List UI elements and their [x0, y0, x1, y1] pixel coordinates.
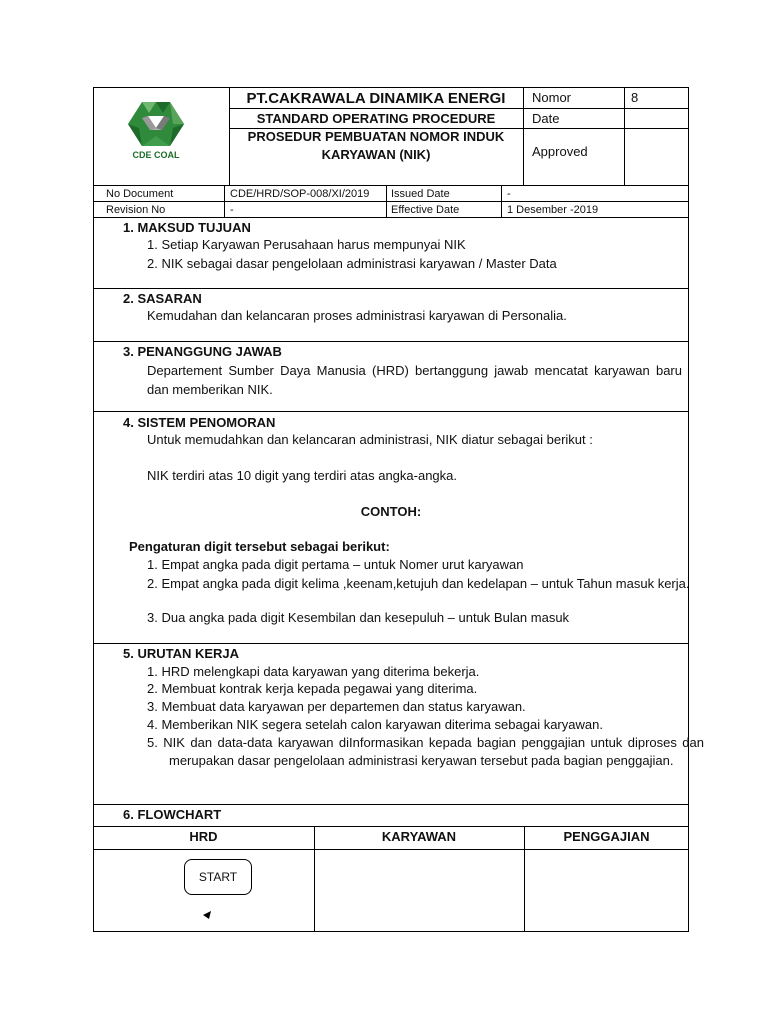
section-5-item: 1. HRD melengkapi data karyawan yang diterima bekerja.: [147, 664, 480, 679]
flowchart-header-line: [93, 849, 689, 850]
document-type: STANDARD OPERATING PROCEDURE: [256, 111, 496, 126]
section-1-item: 2. NIK sebagai dasar pengelolaan administrasi karyawan / Master Data: [147, 256, 557, 271]
meta-divider-3: [501, 185, 502, 217]
section-4-heading: 4. SISTEM PENOMORAN: [123, 415, 276, 430]
header-divider-value: [624, 87, 625, 186]
meta-row-line: [93, 201, 689, 202]
section-4-digits: NIK terdiri atas 10 digit yang terdiri atas angka-angka.: [147, 468, 458, 483]
section-3-text: Departement Sumber Daya Manusia (HRD) bertanggung jawab mencatat karyawan baru dan memberikan NIK.: [147, 363, 682, 397]
section-4-item: 3. Dua angka pada digit Kesembilan dan kesepuluh – untuk Bulan masuk: [147, 610, 570, 625]
section-4-item: 2. Empat angka pada digit kelima ,keenam,ketujuh dan kedelapan – untuk Tahun masuk kerja.: [147, 576, 690, 591]
arrow-head-icon: [203, 906, 211, 914]
section-2-text: Kemudahan dan kelancaran proses administrasi karyawan di Personalia.: [147, 308, 567, 323]
header-bottom-line: [93, 185, 689, 186]
section-4-pengaturan: Pengaturan digit tersebut sebagai berikut:: [129, 539, 390, 554]
section-divider: [93, 643, 689, 644]
meta-divider-2: [386, 185, 387, 217]
revision-label: Revision No: [106, 204, 166, 216]
section-divider: [93, 341, 689, 342]
logo-text: CDE COAL: [132, 150, 180, 160]
date-label: Date: [532, 111, 560, 126]
section-5-heading: 5. URUTAN KERJA: [123, 646, 240, 661]
nomor-value: 8: [631, 90, 639, 105]
effective-date-value: 1 Desember -2019: [507, 204, 599, 216]
section-6-heading: 6. FLOWCHART: [123, 807, 222, 822]
document-title-line2: KARYAWAN (NIK): [321, 147, 431, 162]
section-divider: [93, 288, 689, 289]
company-logo: [118, 98, 194, 166]
section-5-item: 5. NIK dan data-data karyawan diInformasikan kepada bagian penggajian untuk diproses dan merupakan dasar pengelolaan administrasi keryawan tersebut pada bagian penggajian.: [147, 735, 704, 768]
flowchart-top-line: [93, 826, 689, 827]
effective-date-label: Effective Date: [391, 204, 460, 216]
approved-label: Approved: [532, 144, 588, 159]
section-5-item: 2. Membuat kontrak kerja kepada pegawai yang diterima.: [147, 681, 478, 696]
meta-bottom-line: [93, 217, 689, 218]
header-row-line-1: [229, 108, 689, 109]
issued-date-value: -: [507, 188, 511, 200]
section-5-item: 4. Memberikan NIK segera setelah calon karyawan diterima sebagai karyawan.: [147, 717, 603, 732]
revision-value: -: [230, 204, 234, 216]
flowchart-column-hrd: HRD: [189, 829, 218, 844]
cde-coal-logo-icon: [118, 98, 194, 150]
section-4-contoh: CONTOH:: [360, 504, 422, 519]
nomor-label: Nomor: [532, 90, 572, 105]
flowchart-start-node: [184, 859, 252, 895]
section-5-item: 3. Membuat data karyawan per departemen dan status karyawan.: [147, 699, 526, 714]
flowchart-start-label: START: [198, 870, 238, 884]
section-1-item: 1. Setiap Karyawan Perusahaan harus mempunyai NIK: [147, 237, 466, 252]
flowchart-column-penggajian: PENGGAJIAN: [563, 829, 650, 844]
no-document-label: No Document: [106, 188, 174, 200]
meta-divider-1: [224, 185, 225, 217]
company-name: PT.CAKRAWALA DINAMIKA ENERGI: [246, 90, 506, 107]
section-2-heading: 2. SASARAN: [123, 291, 202, 306]
section-4-item: 1. Empat angka pada digit pertama – untuk Nomer urut karyawan: [147, 557, 524, 572]
no-document-value: CDE/HRD/SOP-008/XI/2019: [230, 188, 370, 200]
document-title-line1: PROSEDUR PEMBUATAN NOMOR INDUK: [247, 129, 505, 144]
issued-date-label: Issued Date: [391, 188, 450, 200]
section-3-heading: 3. PENANGGUNG JAWAB: [123, 344, 282, 359]
section-4-intro: Untuk memudahkan dan kelancaran administrasi, NIK diatur sebagai berikut :: [147, 432, 593, 447]
flowchart-column-karyawan: KARYAWAN: [381, 829, 457, 844]
section-1-heading: 1. MAKSUD TUJUAN: [123, 220, 251, 235]
header-divider-right: [523, 87, 524, 186]
section-divider: [93, 804, 689, 805]
section-divider: [93, 411, 689, 412]
